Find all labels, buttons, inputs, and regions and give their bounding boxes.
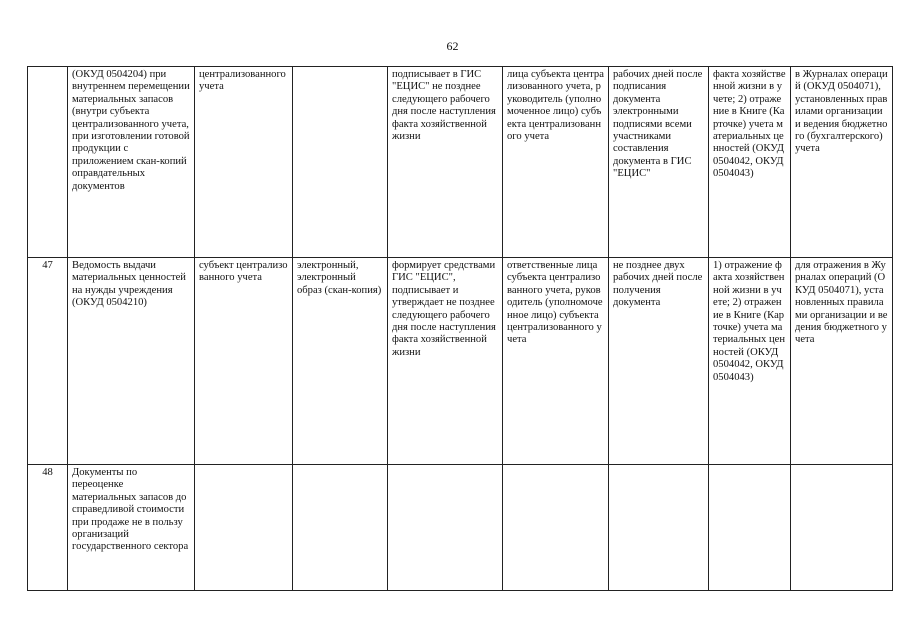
document-name-cell: Ведомость выдачи материальных ценностей на нужды учреждения (ОКУД 0504210) <box>68 258 195 465</box>
registers-cell <box>791 465 893 591</box>
composer-cell: субъект централизованного учета <box>195 258 293 465</box>
table-row <box>28 258 893 465</box>
deadline-cell: рабочих дней после подписания документа электронными подписями всеми участниками составления документа в ГИС "ЕЦИС" <box>609 67 709 258</box>
deadline-cell <box>609 465 709 591</box>
responsible-cell <box>503 465 609 591</box>
page-number: 62 <box>446 39 459 53</box>
registers-cell: для отражения в Журналах операций (ОКУД 0504071), установленных правилами организации и ведения бюджетного учета <box>791 258 893 465</box>
composer-cell: централизованного учета <box>195 67 293 258</box>
accounting-cell <box>709 465 791 591</box>
document-name-cell: Документы по переоценке материальных запасов до справедливой стоимости при продаже не в пользу организаций государственного сектора <box>68 465 195 591</box>
row-number: 48 <box>28 465 68 591</box>
form-cell <box>293 67 388 258</box>
row-number <box>28 67 68 258</box>
procedure-cell: формирует средствами ГИС "ЕЦИС", подписывает и утверждает не позднее следующего рабочего дня после наступления факта хозяйственной жизни <box>388 258 503 465</box>
table-row <box>28 67 893 258</box>
document-table <box>27 66 893 591</box>
deadline-cell: не позднее двух рабочих дней после получения документа <box>609 258 709 465</box>
form-cell: электронный, электронный образ (скан-копия) <box>293 258 388 465</box>
accounting-cell: факта хозяйственной жизни в учете; 2) отражение в Книге (Карточке) учета материальных ценностей (ОКУД 0504042, ОКУД 0504043) <box>709 67 791 258</box>
responsible-cell: лица субъекта централизованного учета, руководитель (уполномоченное лицо) субъекта централизованного учета <box>503 67 609 258</box>
registers-cell: в Журналах операций (ОКУД 0504071), установленных правилами организации и ведения бюджетного (бухгалтерского) учета <box>791 67 893 258</box>
table-row <box>28 465 893 591</box>
composer-cell <box>195 465 293 591</box>
accounting-cell: 1) отражение факта хозяйственной жизни в учете; 2) отражение в Книге (Карточке) учета материальных ценностей (ОКУД 0504042, ОКУД 0504043) <box>709 258 791 465</box>
document-name-cell: (ОКУД 0504204) при внутреннем перемещении материальных запасов (внутри субъекта централизованного учета, при изготовлении готовой продукции с приложением скан-копий оправдательных документов <box>68 67 195 258</box>
responsible-cell: ответственные лица субъекта централизованного учета, руководитель (уполномоченное лицо) субъекта централизованного учета <box>503 258 609 465</box>
form-cell <box>293 465 388 591</box>
procedure-cell: подписывает в ГИС "ЕЦИС" не позднее следующего рабочего дня после наступления факта хозяйственной жизни <box>388 67 503 258</box>
procedure-cell <box>388 465 503 591</box>
row-number: 47 <box>28 258 68 465</box>
